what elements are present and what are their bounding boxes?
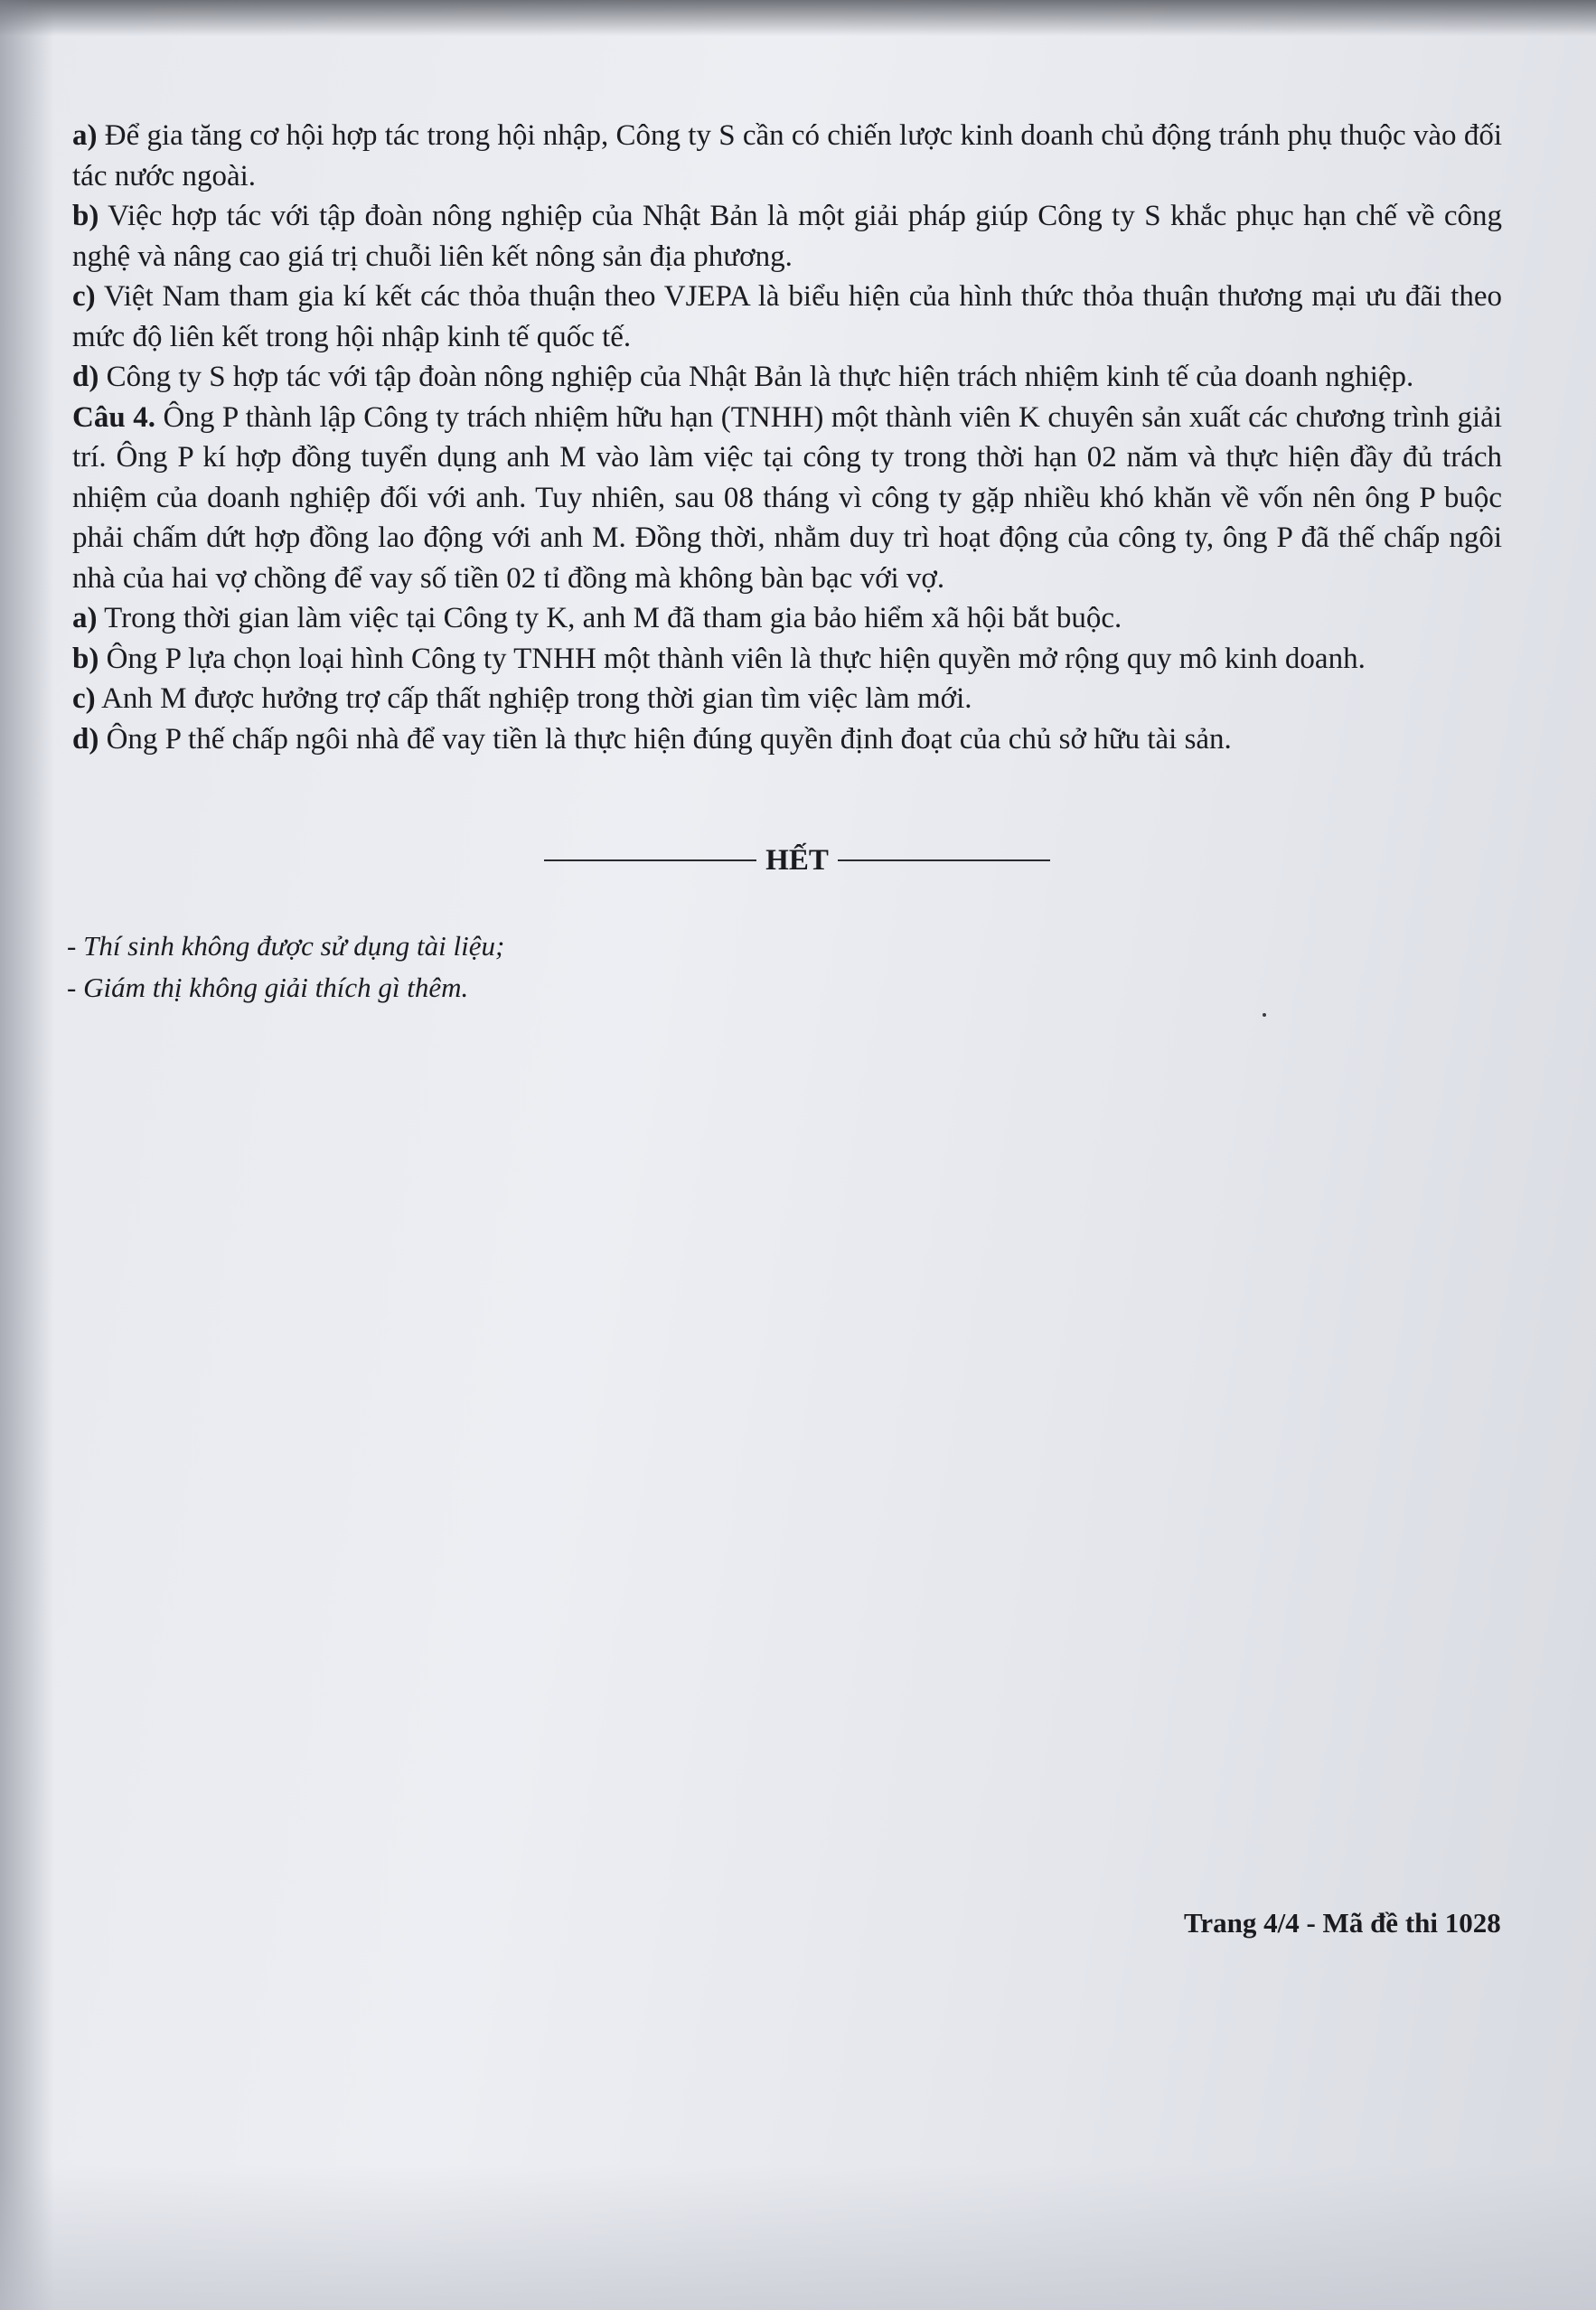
q3-option-d-text: Công ty S hợp tác với tập đoàn nông nghiệp của Nhật Bản là thực hiện trách nhiệm kinh tế của doanh nghiệp. [99,361,1414,393]
note-line: - Giám thị không giải thích gì thêm. [67,972,469,1003]
end-marker [544,840,1050,880]
q4-label: Câu 4. [72,400,155,434]
q4-text: Ông P thành lập Công ty trách nhiệm hữu hạn (TNHH) một thành viên K chuyên sản xuất các chương trình giải trí. Ông P kí hợp đồng tuyển dụng anh M vào làm việc tại công ty trong thời hạn 02 năm và thực hiện đầy đủ trách nhiệm của doanh nghiệp đối với anh. Tuy nhiên, sau 08 tháng vì công ty gặp nhiều khó khăn về vốn nên ông P buộc phải chấm dứt hợp đồng lao động với anh M. Đồng thời, nhằm duy trì hoạt động của công ty, ông P đã thế chấp ngôi nhà của hai vợ chồng để vay số tiền 02 tỉ đồng mà không bàn bạc với vợ. [72,400,1502,595]
q4-option-c [72,679,1502,719]
page-footer: Trang 4/4 - Mã đề thi 1028 [1184,1907,1501,1939]
q3-option-b-label: b) [72,200,99,232]
bottom-shadow [0,2165,1596,2310]
note-line: - Thí sinh không được sử dụng tài liệu; [67,930,505,962]
exam-notes [67,925,880,1009]
ink-dot [1263,1013,1266,1017]
q3-option-a [72,116,1502,196]
end-rule-left [544,859,756,861]
q3-option-c-label: c) [72,280,96,313]
q4-option-a-text: Trong thời gian làm việc tại Công ty K, anh M đã tham gia bảo hiểm xã hội bắt buộc. [97,602,1122,634]
q4-option-d-text: Ông P thế chấp ngôi nhà để vay tiền là thực hiện đúng quyền định đoạt của chủ sở hữu tài sản. [99,722,1232,756]
q4-option-b-text: Ông P lựa chọn loại hình Công ty TNHH một thành viên là thực hiện quyền mở rộng quy mô kinh doanh. [99,642,1366,675]
end-marker-text: HẾT [765,843,829,877]
q4-option-a-label: a) [72,602,98,634]
q3-option-a-text: Để gia tăng cơ hội hợp tác trong hội nhập, Công ty S cần có chiến lược kinh doanh chủ động tránh phụ thuộc vào đối tác nước ngoài. [72,119,1502,192]
q4-option-c-label: c) [72,682,96,715]
top-shadow [0,0,1596,36]
q3-option-c [72,277,1502,357]
left-shadow [0,0,54,2310]
q4-option-c-text: Anh M được hưởng trợ cấp thất nghiệp trong thời gian tìm việc làm mới. [95,682,972,715]
q4-option-d [72,719,1502,760]
q3-option-d-label: d) [72,361,99,393]
q3-option-b [72,196,1502,277]
q3-option-a-label: a) [72,119,98,152]
q3-option-d [72,357,1502,398]
end-rule-right [838,859,1050,861]
q4-option-b-label: b) [72,642,99,675]
q4-option-b [72,639,1502,680]
exam-content [72,116,1502,759]
q4-option-d-label: d) [72,722,99,756]
q3-option-b-text: Việc hợp tác với tập đoàn nông nghiệp của Nhật Bản là một giải pháp giúp Công ty S khắc phục hạn chế về công nghệ và nâng cao giá trị chuỗi liên kết nông sản địa phương. [72,200,1502,273]
q4-stem [72,398,1502,599]
q4-option-a [72,598,1502,639]
q3-option-c-text: Việt Nam tham gia kí kết các thỏa thuận theo VJEPA là biểu hiện của hình thức thỏa thuận thương mại ưu đãi theo mức độ liên kết trong hội nhập kinh tế quốc tế. [72,280,1502,353]
